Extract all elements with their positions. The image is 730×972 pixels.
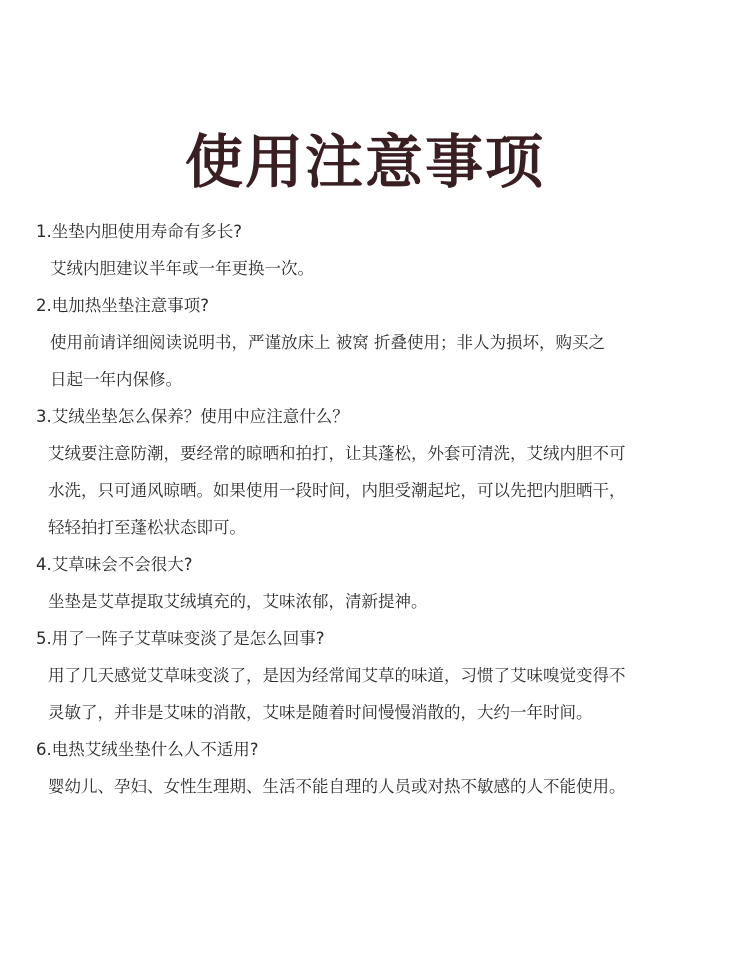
page-title: 使用注意事项 (184, 127, 545, 196)
faq-question-1: 1.坐垫内胆使用寿命有多长? (36, 222, 243, 241)
faq-answer-3-line-2: 水洗，只可通风晾晒。如果使用一段时间，内胆受潮起坨，可以先把内胆晒干， (48, 481, 626, 500)
faq-answer-5-line-2: 灵敏了，并非是艾味的消散，艾味是随着时间慢慢消散的，大约一年时间。 (48, 703, 593, 722)
faq-answer-6-line-1: 婴幼儿、孕妇、女性生理期、生活不能自理的人员或对热不敏感的人不能使用。 (48, 777, 626, 796)
faq-question-2: 2.电加热坐垫注意事项? (36, 296, 210, 315)
faq-answer-2-line-1: 使用前请详细阅读说明书，严谨放床上 被窝 折叠使用；非人为损坏，购买之 (50, 333, 605, 352)
faq-answer-2-line-2: 日起一年内保修。 (50, 370, 182, 389)
faq-answer-3-line-3: 轻轻拍打至蓬松状态即可。 (48, 518, 246, 537)
faq-answer-5-line-1: 用了几天感觉艾草味变淡了，是因为经常闻艾草的味道，习惯了艾味嗅觉变得不 (48, 666, 626, 685)
faq-question-3: 3.艾绒坐垫怎么保养？使用中应注意什么？ (36, 407, 349, 426)
faq-question-4: 4.艾草味会不会很大? (36, 555, 193, 574)
faq-answer-3-line-1: 艾绒要注意防潮，要经常的晾晒和拍打，让其蓬松，外套可清洗，艾绒内胆不可 (48, 444, 626, 463)
faq-answer-1-line-1: 艾绒内胆建议半年或一年更换一次。 (50, 259, 314, 278)
faq-list (0, 213, 730, 805)
faq-question-5: 5.用了一阵子艾草味变淡了是怎么回事? (36, 629, 325, 648)
faq-question-6: 6.电热艾绒坐垫什么人不适用? (36, 740, 259, 759)
faq-answer-4-line-1: 坐垫是艾草提取艾绒填充的，艾味浓郁，清新提神。 (48, 592, 428, 611)
